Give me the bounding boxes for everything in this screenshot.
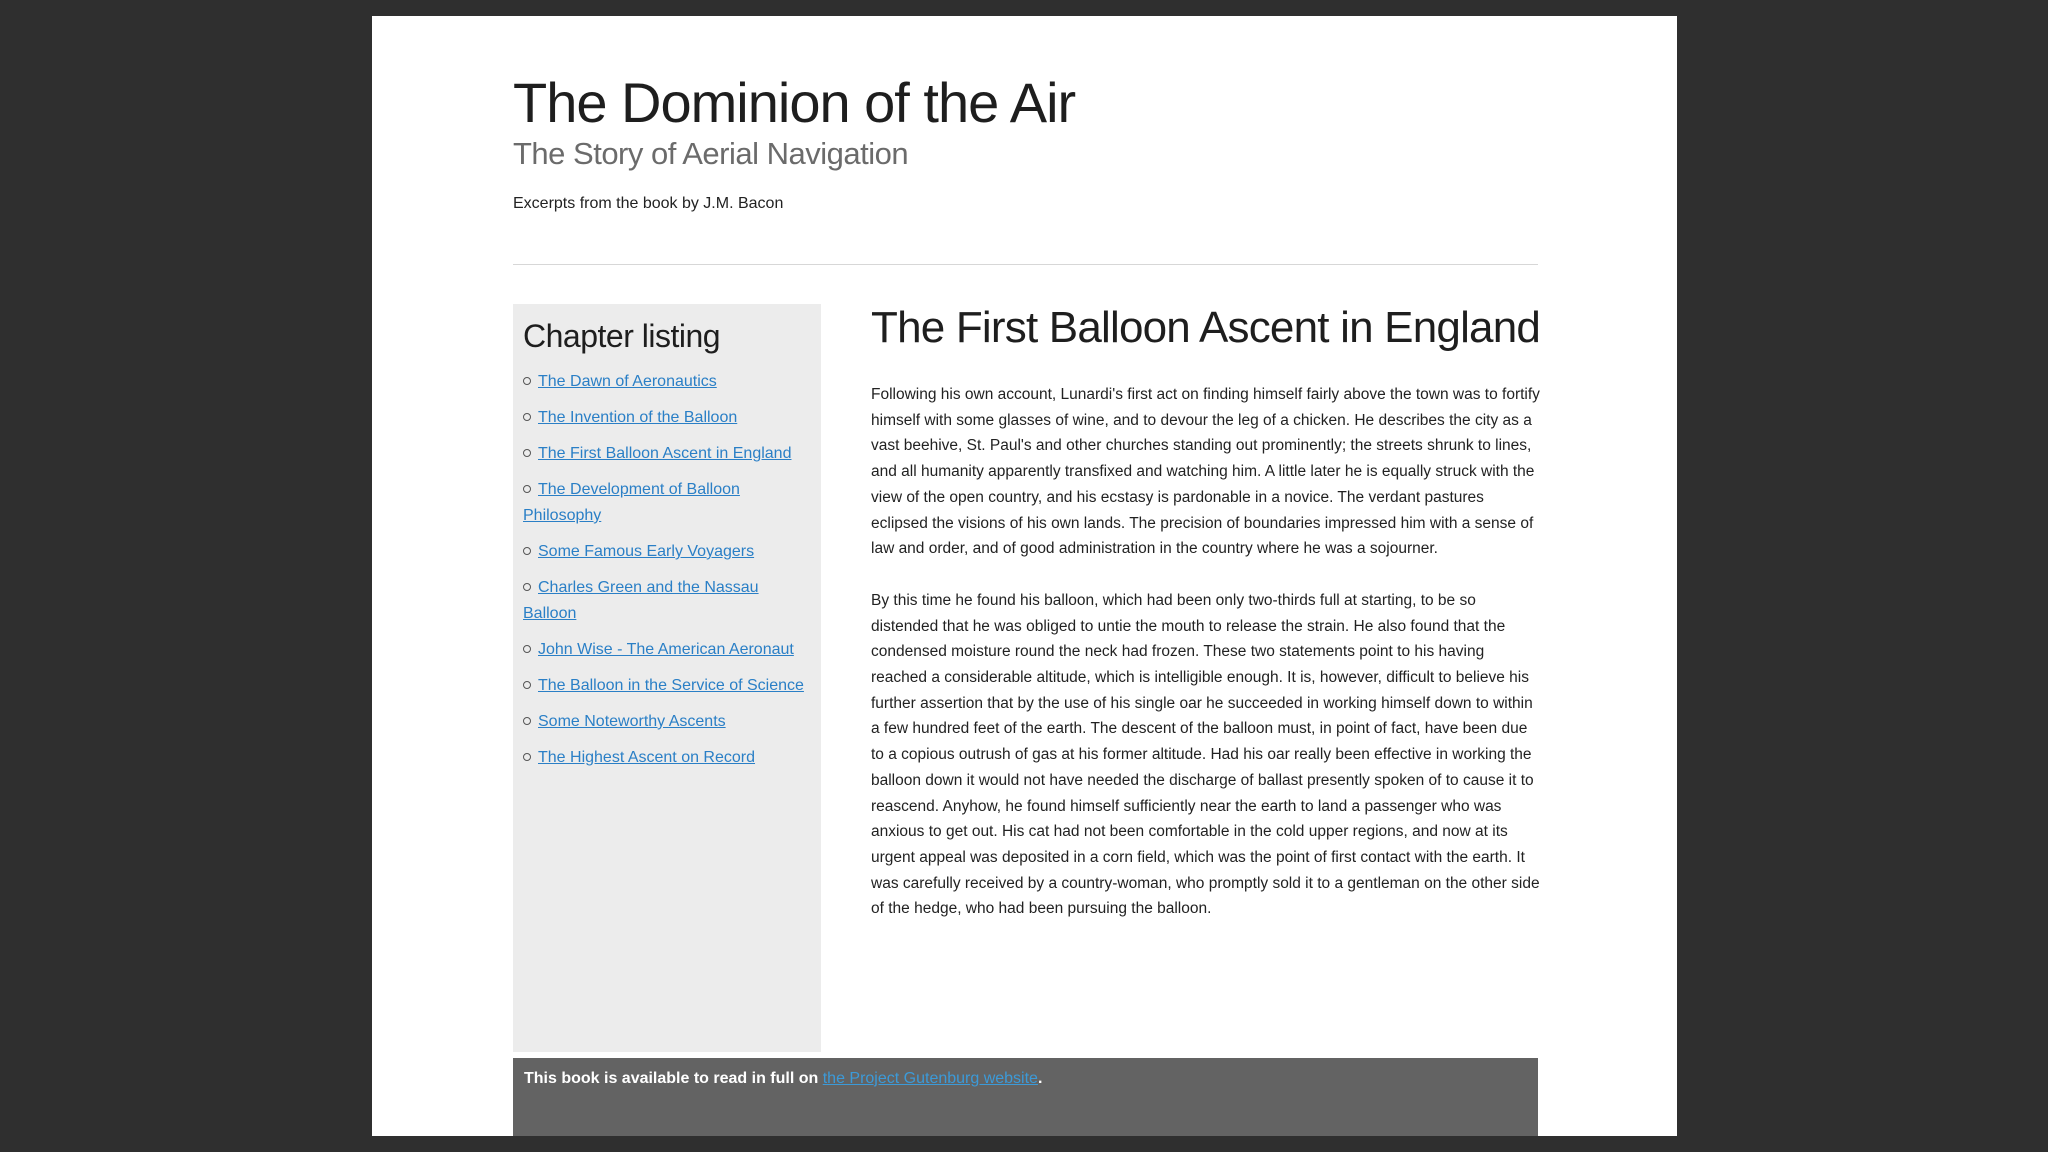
chapter-list-item <box>523 539 811 565</box>
circle-bullet-icon <box>523 753 531 761</box>
chapter-list-item <box>523 441 811 467</box>
chapter-link-first-balloon-ascent[interactable]: The First Balloon Ascent in England <box>538 445 792 462</box>
footer-text: This book is available to read in full on <box>524 1070 823 1087</box>
sidebar <box>513 304 821 1052</box>
chapter-list-item <box>523 405 811 431</box>
chapter-link-dawn-of-aeronautics[interactable]: The Dawn of Aeronautics <box>538 373 717 390</box>
page <box>372 16 1677 1136</box>
chapter-list-item <box>523 637 811 663</box>
site-header <box>513 71 1538 213</box>
chapter-link-john-wise[interactable]: John Wise - The American Aeronaut <box>538 641 794 658</box>
site-tagline: Excerpts from the book by J.M. Bacon <box>513 194 784 212</box>
site-subtitle: The Story of Aerial Navigation <box>513 136 909 172</box>
main-content <box>871 300 1541 948</box>
gutenberg-link[interactable]: the Project Gutenburg website <box>822 1070 1038 1087</box>
circle-bullet-icon <box>523 413 531 421</box>
site-title: The Dominion of the Air <box>513 71 1076 134</box>
chapter-link-balloon-service-of-science[interactable]: The Balloon in the Service of Science <box>538 677 804 694</box>
chapter-list-item <box>523 709 811 735</box>
footer <box>513 1058 1538 1136</box>
chapter-link-invention-of-the-balloon[interactable]: The Invention of the Balloon <box>538 409 738 426</box>
chapter-list-item <box>523 575 811 627</box>
circle-bullet-icon <box>523 717 531 725</box>
chapter-list <box>523 369 811 771</box>
paragraph: Following his own account, Lunardi's first act on finding himself fairly above the town was to fortify himself with some glasses of wine, and to devour the leg of a chicken. He describes the city as a vast beehive, St. Paul's and other churches standing out prominently; the streets shrunk to lines, and all humanity apparently transfixed and watching him. A little later he is equally struck with the view of the open country, and his ecstasy is pardonable in a novice. The verdant pastures eclipsed the visions of his own lands. The precision of boundaries impressed him with a sense of law and order, and of good administration in the country where he was a sojourner. <box>871 386 1540 558</box>
circle-bullet-icon <box>523 547 531 555</box>
chapter-link-noteworthy-ascents[interactable]: Some Noteworthy Ascents <box>538 713 726 730</box>
chapter-title: The First Balloon Ascent in England <box>871 303 1541 352</box>
circle-bullet-icon <box>523 681 531 689</box>
chapter-link-charles-green[interactable]: Charles Green and the Nassau Balloon <box>523 579 759 622</box>
circle-bullet-icon <box>523 485 531 493</box>
footer-text-end: . <box>1037 1070 1043 1087</box>
sidebar-heading: Chapter listing <box>523 318 721 354</box>
chapter-list-item <box>523 673 811 699</box>
chapter-list-item <box>523 369 811 395</box>
chapter-link-highest-ascent[interactable]: The Highest Ascent on Record <box>538 749 756 766</box>
circle-bullet-icon <box>523 583 531 591</box>
header-divider <box>513 264 1538 265</box>
circle-bullet-icon <box>523 377 531 385</box>
chapter-list-item <box>523 477 811 529</box>
paragraph: By this time he found his balloon, which had been only two-thirds full at starting, to be so distended that he was obliged to untie the mouth to release the strain. He also found that the condensed moisture round the neck had frozen. These two statements point to his having reached a considerable altitude, which is intelligible enough. It is, however, difficult to believe his further assertion that by the use of his single oar he succeeded in working himself down to within a few hundred feet of the earth. The descent of the balloon must, in point of fact, have been due to a copious outrush of gas at his former altitude. Had his oar really been effective in working the balloon down it would not have needed the discharge of ballast presently spoken of to cause it to reascend. Anyhow, he found himself sufficiently near the earth to land a passenger who was anxious to get out. His cat had not been comfortable in the cold upper regions, and now at its urgent appeal was deposited in a corn field, which was the point of first contact with the earth. It was carefully received by a country-woman, who promptly sold it to a gentleman on the other side of the hedge, who had been pursuing the balloon. <box>871 591 1540 918</box>
chapter-list-item <box>523 745 811 771</box>
circle-bullet-icon <box>523 645 531 653</box>
circle-bullet-icon <box>523 449 531 457</box>
chapter-link-famous-early-voyagers[interactable]: Some Famous Early Voyagers <box>538 543 755 560</box>
chapter-link-development-of-balloon-philosophy[interactable]: The Development of Balloon Philosophy <box>523 481 740 524</box>
